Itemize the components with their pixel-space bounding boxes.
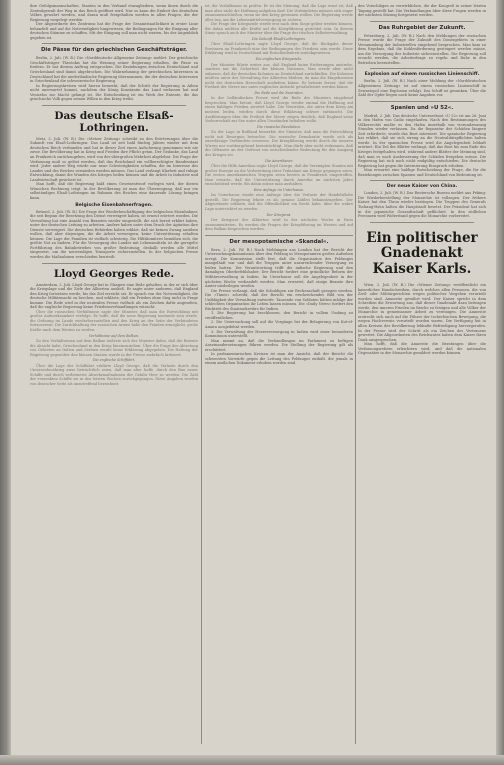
article-text: Madrid, 2. Juli. Das deutsche Unterseeboot »U 52« ist am 26. Juni in den Hafen von Cadiz eingelaufen. Nach den Bestimmungen des Völkerrechts mußte es den Hafen innerhalb von vierundzwanzig Stunden wieder verlassen. Da die Reparatur der Schäden längere Zeit erforderte, wurde das Boot interniert. Die spanische Regierung hat erklärt, daß sie sich streng an die Neutralitätspflichten halten werde. In der spanischen Presse wird die Angelegenheit lebhaft erörtert. Ein Teil der Blätter verlangt, daß das Boot bis zum Ende des Krieges festgehalten wird, während andere Blätter der Meinung sind, daß man es nach Ausbesserung der Schäden freigeben müsse. Die Regierung hat sich noch nicht endgültig entschieden. Die deutsche Regierung hat gegen die Internierung Einspruch erhoben. xyxy=(358,113,486,168)
article-text: Amsterdam, 2. Juli. Lloyd George hat in Glasgow eine Rede gehalten, in der er sich über die Kriegslage und die Ziele der Alliierten ausließ. Er sagte unter anderem, daß England den Krieg fortsetzen werde, bis das Ziel erreicht sei. Er sprach von der Notwendigkeit, die deutsche Militärmacht zu brechen, und erklärte, daß ein Frieden ohne Sieg nicht in Frage komme. Die Rede wird in der neutralen Presse vielfach als ein Zeichen dafür angesehen, daß die englische Regierung keine Friedensverhandlungen wünscht. xyxy=(30,282,198,310)
divider xyxy=(42,263,186,264)
column-middle xyxy=(205,4,353,752)
divider xyxy=(370,101,474,102)
divider xyxy=(42,105,186,106)
article-text: 1. Die Regierung hat beschlossen, den Bericht in vollem Umfang zu veröffentlichen. xyxy=(205,311,353,320)
column-rule xyxy=(201,6,202,744)
article-text: Zu der Lage in Rußland bemerkte der Minister, daß man die Entwicklung nicht mit Besorgnis betrachte. Die russische Demokratie werde sich als zuverlässige Verbündete erweisen. Die Kriegführung werde durch die inneren Wirren nur vorübergehend beeinträchtigt. Man dürfe aber nicht verkennen, daß die Offensive an der Ostfront von entscheidender Bedeutung für den Ausgang des Krieges sei. xyxy=(205,130,353,157)
article-text: In Regierungskreisen wird hierzu bemerkt, daß der Schritt der Regierung in Athen nicht unerwartet kommt, nachdem der König Konstantin das Land verlassen hat und Venizelos zur Macht gelangt ist. Die Entscheidung ist ein Werk der Entente, die das griechische Volk gegen seinen Willen in den Krieg treibt. xyxy=(30,83,198,102)
headline-kaiser-karl-amnesty: Ein politischer Gnadenakt Kaiser Karls. xyxy=(366,229,478,277)
column-rule xyxy=(355,6,356,744)
headline-ruhr-future: Das Ruhrgebiet der Zukunft. xyxy=(378,24,466,31)
article-text: In parlamentarischen Kreisen ist man der Ansicht, daß der Bericht die schwersten Vorwürfe gegen die Leitung des Feldzuges enthält, die jemals in einem amtlichen Dokument erhoben worden sind. xyxy=(205,352,353,366)
article-text: Die Presse verlangt, daß die Schuldigen zur Rechenschaft gezogen werden. Die »Times« schreibt, daß der Bericht ein erschreckendes Bild von der Unfähigkeit der Verwaltung entwerfe. Tausende von Soldaten hätten infolge der schlechten Organisation ihr Leben lassen müssen. Die »Daily News« fordert den Rücktritt des Staatssekretärs für Indien. xyxy=(205,288,353,311)
article-text: Metz, 2. Juli. (W. B.) Die »Metzer Zeitung« schreibt zu den Erörterungen über die Zukunft von Elsaß-Lothringen: Das Land ist seit bald fünfzig Jahren wieder mit dem deutschen Reich verbunden und hat in dieser Zeit einen Aufschwung genommen wie nie zuvor. Die Bevölkerung hat in Krieg und Frieden ihre Pflicht getan. Der Gedanke, das Land an Frankreich zurückzugeben, wird von der übergroßen Mehrheit abgelehnt. Die Frage der Verfassung muß so gelöst werden, daß das Reichsland ein vollberechtigter Bundesstaat wird. Jeder andere Weg würde nur neue Schwierigkeiten schaffen, die im Interesse des Landes und des Reiches vermieden werden müssen. Das Land verlangt Klarheit und ruhige Entwicklung, damit die Wunden des Krieges heilen können und die Arbeit in Industrie und Landwirtschaft gesichert ist. xyxy=(30,136,198,182)
subheading: Die Zukunft Elsaß-Lothringens. xyxy=(251,36,307,41)
article-text: Wien, 2. Juli. (W. B.) Die »Wiener Zeitung« veröffentlicht ein kaiserliches Handschreiben, durch welches allen Personen, die von Zivil- oder Militärgerichten wegen politischer Vergehen verurteilt worden sind, Amnestie gewährt wird. Der Kaiser spricht in dem Schreiben die Erwartung aus, daß dieser Gnadenakt dazu beitragen werde, den inneren Frieden im Reiche zu festigen und alle Völker der Monarchie in gemeinsamer Arbeit zu vereinigen. Die Amnestie erstreckt sich auch auf die Führer der tschechischen Bewegung, die wegen Hochverrats verurteilt worden waren. Die Verfügung hat in allen Kreisen der Bevölkerung lebhafte Befriedigung hervorgerufen. In der Presse wird der Schritt als ein Zeichen des Vertrauens gewertet. Die Abgeordneten des Reichsrates haben dem Kaiser ihren Dank ausgesprochen. xyxy=(358,283,486,342)
article-text: Petersburg, 2. Juli. (W. B.) Nach den Meldungen der russischen Presse wurde die Frage der Zukunft des Donezgebiets in einer Versammlung der Industriellen eingehend besprochen. Man kam zu dem Ergebnis, daß die Kohlenförderung gesteigert werden müsse, um die Versorgung der Industrie sicherzustellen. Die Regierung soll ersucht werden, die Arbeiterfrage zu regeln und Ruhe in den Betrieben herzustellen. xyxy=(358,33,486,65)
subheading: Eine Anfrage im Unterhause. xyxy=(253,187,305,192)
article-text: 3. Die Verwaltung der Heeresversorgung in Indien wird einer besonderen Kommission unterstellt. xyxy=(205,329,353,339)
divider xyxy=(370,180,474,181)
headline-greek-passports: Die Pässe für den griechischen Geschäftsträger. xyxy=(40,47,188,54)
article-text: Über die Lage der Schiffahrt erklärte Lloyd George, daß die Verluste durch den Unterseebootkrieg zwar beträchtlich seien, daß man aber hoffe, durch den Bau neuer Schiffe und durch verbesserte Abwehrmaßnahmen der Gefahr Herr zu werden. Die Zahl der versenkten Schiffe sei in den letzten Wochen zurückgegangen. Diese Angaben werden von deutscher Seite als unzutreffend bezeichnet. xyxy=(30,363,198,386)
article-text: Über die Hilfe Amerikas sagte Lloyd George, daß die Vereinigten Staaten mit großer Energie an die Vorbereitung ihrer Teilnahme am Kriege gegangen seien. Die ersten amerikanischen Truppen seien bereits in Frankreich eingetroffen. Man erwarte, daß die Unterstützung durch Amerika im nächsten Jahre entscheidend werde. Bis dahin müsse man aushalten. xyxy=(205,164,353,187)
subheading: Die Amerikaner. xyxy=(265,158,293,163)
article-text: In der holländischen Presse wird die Rede des Ministers eingehend besprochen. Man betont, daß Lloyd George wieder einmal die Hoffnung auf einen baldigen Frieden zerstört habe. Die Neutralen, die unter dem Krieg am meisten leiden, würden durch diese Erklärung schwer enttäuscht. Die Ausführungen über die Freiheit der Meere zeigen deutlich, daß England seine Vorherrschaft zur See unter allen Umständen behalten wolle. xyxy=(205,96,353,124)
page-bottom-shadow xyxy=(0,755,504,765)
column-right xyxy=(358,4,486,752)
subheading: Die englischen Kriegsziele. xyxy=(255,57,303,62)
subheading: Die Rede und die Neutralen. xyxy=(254,90,304,95)
article-text: Man erwartet eine baldige Entscheidung der Frage, die für die Beziehungen zwischen Spanien und Deutschland von Bedeutung ist. xyxy=(358,168,486,177)
headline-china-emperor: Der neue Kaiser von China. xyxy=(386,184,458,190)
headline-lloyd-george: Lloyd Georges Rede. xyxy=(53,267,175,280)
column-left xyxy=(30,4,198,752)
article-text: Man hofft, daß die Amnestie die Beratungen über die Verfassungsreform erleichtern wird, und daß die nationalen Gegensätze in der Monarchie gemildert werden können. xyxy=(358,342,486,356)
article-text: 2. Die Untersuchung soll auf die Vorgänge bei der Belagerung von Kut-el-Amara ausgedehnt werden. xyxy=(205,320,353,329)
article-text: Die Frage der Kriegsziele werde erst nach dem Siege gelöst werden können. Bis dahin müßten alle Kräfte auf die Kriegführung gerichtet sein. In diesem Sinne sprach auch der Minister über die Frage der irischen Selbstverwaltung. xyxy=(205,22,353,36)
article-text: Der Abgeordnete des Zentrums hat die Frage der Gesamtstaatlichkeit in erster Linie behandelt und auf die Notwendigkeit hingewiesen, die Bedingungen für die Einigung aller deutschen Stämme zu schaffen. Mit der Einigung soll man nicht warten, bis der Augenblick gegeben ist. xyxy=(30,22,198,40)
divider xyxy=(42,43,186,44)
page-edge-shadow xyxy=(496,0,504,765)
page-binding-shadow xyxy=(0,0,11,765)
article-text: Bern, 2. Juli. (W. B.) Nach Meldungen aus London hat der Bericht der Untersuchungskommission über den Feldzug in Mesopotamien großes Aufsehen erregt. Die Kommission stellt fest, daß die Organisation des Feldzuges mangelhaft war und daß die Truppen unter unzureichender Versorgung zu leiden hatten. Die Verantwortung trifft die indische Regierung und den damaligen Oberbefehlshaber. Der Bericht fordert eine gründliche Reform der Militärverwaltung in Indien. Im Unterhause soll die Angelegenheit in der nächsten Woche verhandelt werden. Man erwartet, daß einige Beamte ihre Ämter niederlegen werden. xyxy=(205,247,353,289)
article-text: Der Minister führte weiter aus, daß England keine Eroberungen anstrebe, sondern nur die Sicherheit der kleinen Nationen. Man werde aber nicht zulassen, daß die deutschen Kolonien an Deutschland zurückfallen. Die Kolonien müßten unter der Verwaltung der Alliierten bleiben, da man die Eingeborenen nicht der deutschen Herrschaft ausliefern könne. Er betonte ferner, daß die Freiheit der Meere nur unter englischer Aufsicht gewährleistet werden könne. xyxy=(205,62,353,90)
article-text: Über die russischen Verhältnisse sagte der Minister, daß man die Entwicklung mit großer Aufmerksamkeit verfolge. Er hoffe, daß die neue Regierung imstande sein werde, die Ordnung im Lande wiederherzustellen und den Krieg an der Seite der Verbündeten fortzusetzen. Die Zurückhaltung der russischen Armee habe den Feinden ermöglicht, große Kräfte nach dem Westen zu werfen. xyxy=(30,309,198,332)
article-text: Im Unterhause wurde eine Anfrage über die Verluste der Handelsflotte gestellt. Die Regierung lehnte es ab, genaue Zahlen bekanntzugeben. Der Abgeordnete erklärte, daß die Öffentlichkeit ein Recht habe, über die wahre Lage unterrichtet zu werden. xyxy=(205,193,353,211)
subheading: Verhältnisse auf dem Balkan. xyxy=(88,333,140,338)
article-text: Man nimmt an, daß die Verhandlungen im Parlament zu heftigen Auseinandersetzungen führen werden. Die Stellung der Regierung gilt als erschüttert. xyxy=(205,338,353,352)
article-text: Berlin, 2. Juli. (W. B.) Die »Norddeutsche Allgemeine Zeitung« meldet: Der griechische Geschäftsträger Theotokis hat die Weisung seiner Regierung erhalten, die Pässe zu fordern. Er hat diesem Auftrag entsprochen. Die Beziehungen zwischen Deutschland und Griechenland sind damit abgebrochen. Die Wahrnehmung der griechischen Interessen in Deutschland hat die niederländische Regierung übernommen, die der deutschen Interessen in Griechenland die schweizerische Regierung. xyxy=(30,56,198,84)
subheading: Die englische Schiffahrt. xyxy=(92,358,136,363)
article-text: Brüssel, 2. Juli. (W. B.) Die Frage der Wiederbeschäftigung der belgischen Eisenbahner, die seit Beginn der Besetzung den Dienst verweigert haben, ist erneut erörtert worden. Die Verwaltung hat eine Anzahl von Beamten wieder eingestellt, die sich bereit erklärt haben, unter der deutschen Leitung zu arbeiten. Andere haben unter dem Druck der Agitation ihre Dienste verweigert. Die deutschen Behörden haben erklärt, daß sie keinen Zwang ausüben wollen, daß aber diejenigen, die die Arbeit verweigern, keine Unterstützung erhalten können. Die Lage der Familien ist vielfach schwierig. Die Hilfskomitees bemühen sich, die größte Not zu lindern. Für die Versorgung des Landes mit Lebensmitteln ist die geregelte Fortführung des Bahnbetriebes von großer Bedeutung; deshalb werden alle Mittel eingesetzt, um die notwendigen Transporte sicherzustellen. In der belgischen Presse werden die Maßnahmen verschieden beurteilt. xyxy=(30,209,198,259)
divider xyxy=(205,235,353,236)
subheading: Die russische Revolution. xyxy=(257,124,301,129)
divider xyxy=(370,68,474,69)
article-text: Zu den Verhältnissen auf dem Balkan äußerte sich der Minister dahin, daß die Entente die Absicht habe, Griechenland in den Krieg hineinzuziehen. Über die Frage der Abtretung von Gebieten an Italien und Serbien wurde keine Erklärung abgegeben. Die Haltung der Regierung gegenüber den kleinen Staaten wurde in der Presse mehrfach kritisiert. xyxy=(30,339,198,357)
article-text: Über Elsaß-Lothringen sagte Lloyd George, daß die Rückgabe dieser Provinzen an Frankreich eine der Bedingungen des Friedens sein werde. Diese Erklärung wird in Deutschland mit Entschiedenheit zurückgewiesen. xyxy=(205,42,353,56)
headline-spain-u52: Spanien und »U 52«. xyxy=(390,104,454,111)
article-text: Berlin, 2. Juli. (W. B.) Nach einer Meldung der »Norddeutschen Allgemeinen Zeitung« ist auf einem russischen Linienschiff in Sewastopol eine Explosion erfolgt. Das Schiff ist gesunken. Über die Zahl der Opfer liegen noch keine Angaben vor. xyxy=(358,79,486,98)
headline-mesopotamian-scandal: Der mesopotamische »Skandal«. xyxy=(229,238,329,245)
divider xyxy=(370,222,474,223)
article-text: ihre Gefolgsmannschaften, Staaten in den Verband einzugliedern, wenn ihnen durch die Zentralgewalt der Weg in das Reich geöffnet wird. Nur so kann die Einheit des deutschen Volkes gewahrt werden, und daran muß festgehalten werden in allen Fragen, die der Regierung vorgelegt werden. xyxy=(30,4,198,22)
headline-alsace-lorraine: Das deutsche Elsaß-Lothringen. xyxy=(54,109,174,134)
article-text: Man hofft, daß die Regierung bald einen Gesetzentwurf vorlegen wird, der diesen Wünschen Rechnung trägt. In der Bevölkerung ist man der Überzeugung, daß nur ein selbständiges Elsaß-Lothringen im Rahmen des Reiches eine dauernde Lösung bringen kann. xyxy=(30,182,198,200)
article-text: London, 2. Juli. (W. B.) Das Reutersche Bureau meldet aus Peking: Die Wiederherstellung der Monarchie ist vollzogen. Der frühere Kaiser hat den Thron wieder bestiegen. Die Truppen des Generals Tschang-Hsün halten die Hauptstadt besetzt. Der Präsident hat sich in die japanische Gesandtschaft geflüchtet. In den südlichen Provinzen wird Widerstand gegen die Monarchie vorbereitet. xyxy=(358,191,486,219)
subheading: Der Kriegsrat. xyxy=(266,212,292,217)
article-text: Der Kriegsrat der Alliierten wird in der nächsten Woche in Paris zusammentreten. Es werden die Fragen der Kriegführung im Westen und auf dem Balkan besprochen werden. xyxy=(205,218,353,232)
divider xyxy=(370,21,474,22)
headline-belgian-railway: Belgische Eisenbahnerfragen. xyxy=(75,202,153,208)
headline-russian-explosion: Explosion auf einem russischen Linienschiff. xyxy=(364,72,480,78)
article-text: ist, die Verhältnisse zu prüfen. Er ist der Meinung, daß die Lage ernst ist, daß man aber nicht die Hoffnung aufgeben darf. Die Verbündeten müssen sich enger zusammenschließen, wenn sie den Krieg gewinnen wollen. Die Regierung werde alles tun, um die Lebensmittelversorgung zu sichern. xyxy=(205,4,353,22)
article-text: den Vorschlägen zu verwirklichen, die der Kongreß in seiner letzten Tagung gestellt hat. Die Verhandlungen über diese Fragen werden in der nächsten Sitzung fortgesetzt werden. xyxy=(358,4,486,18)
